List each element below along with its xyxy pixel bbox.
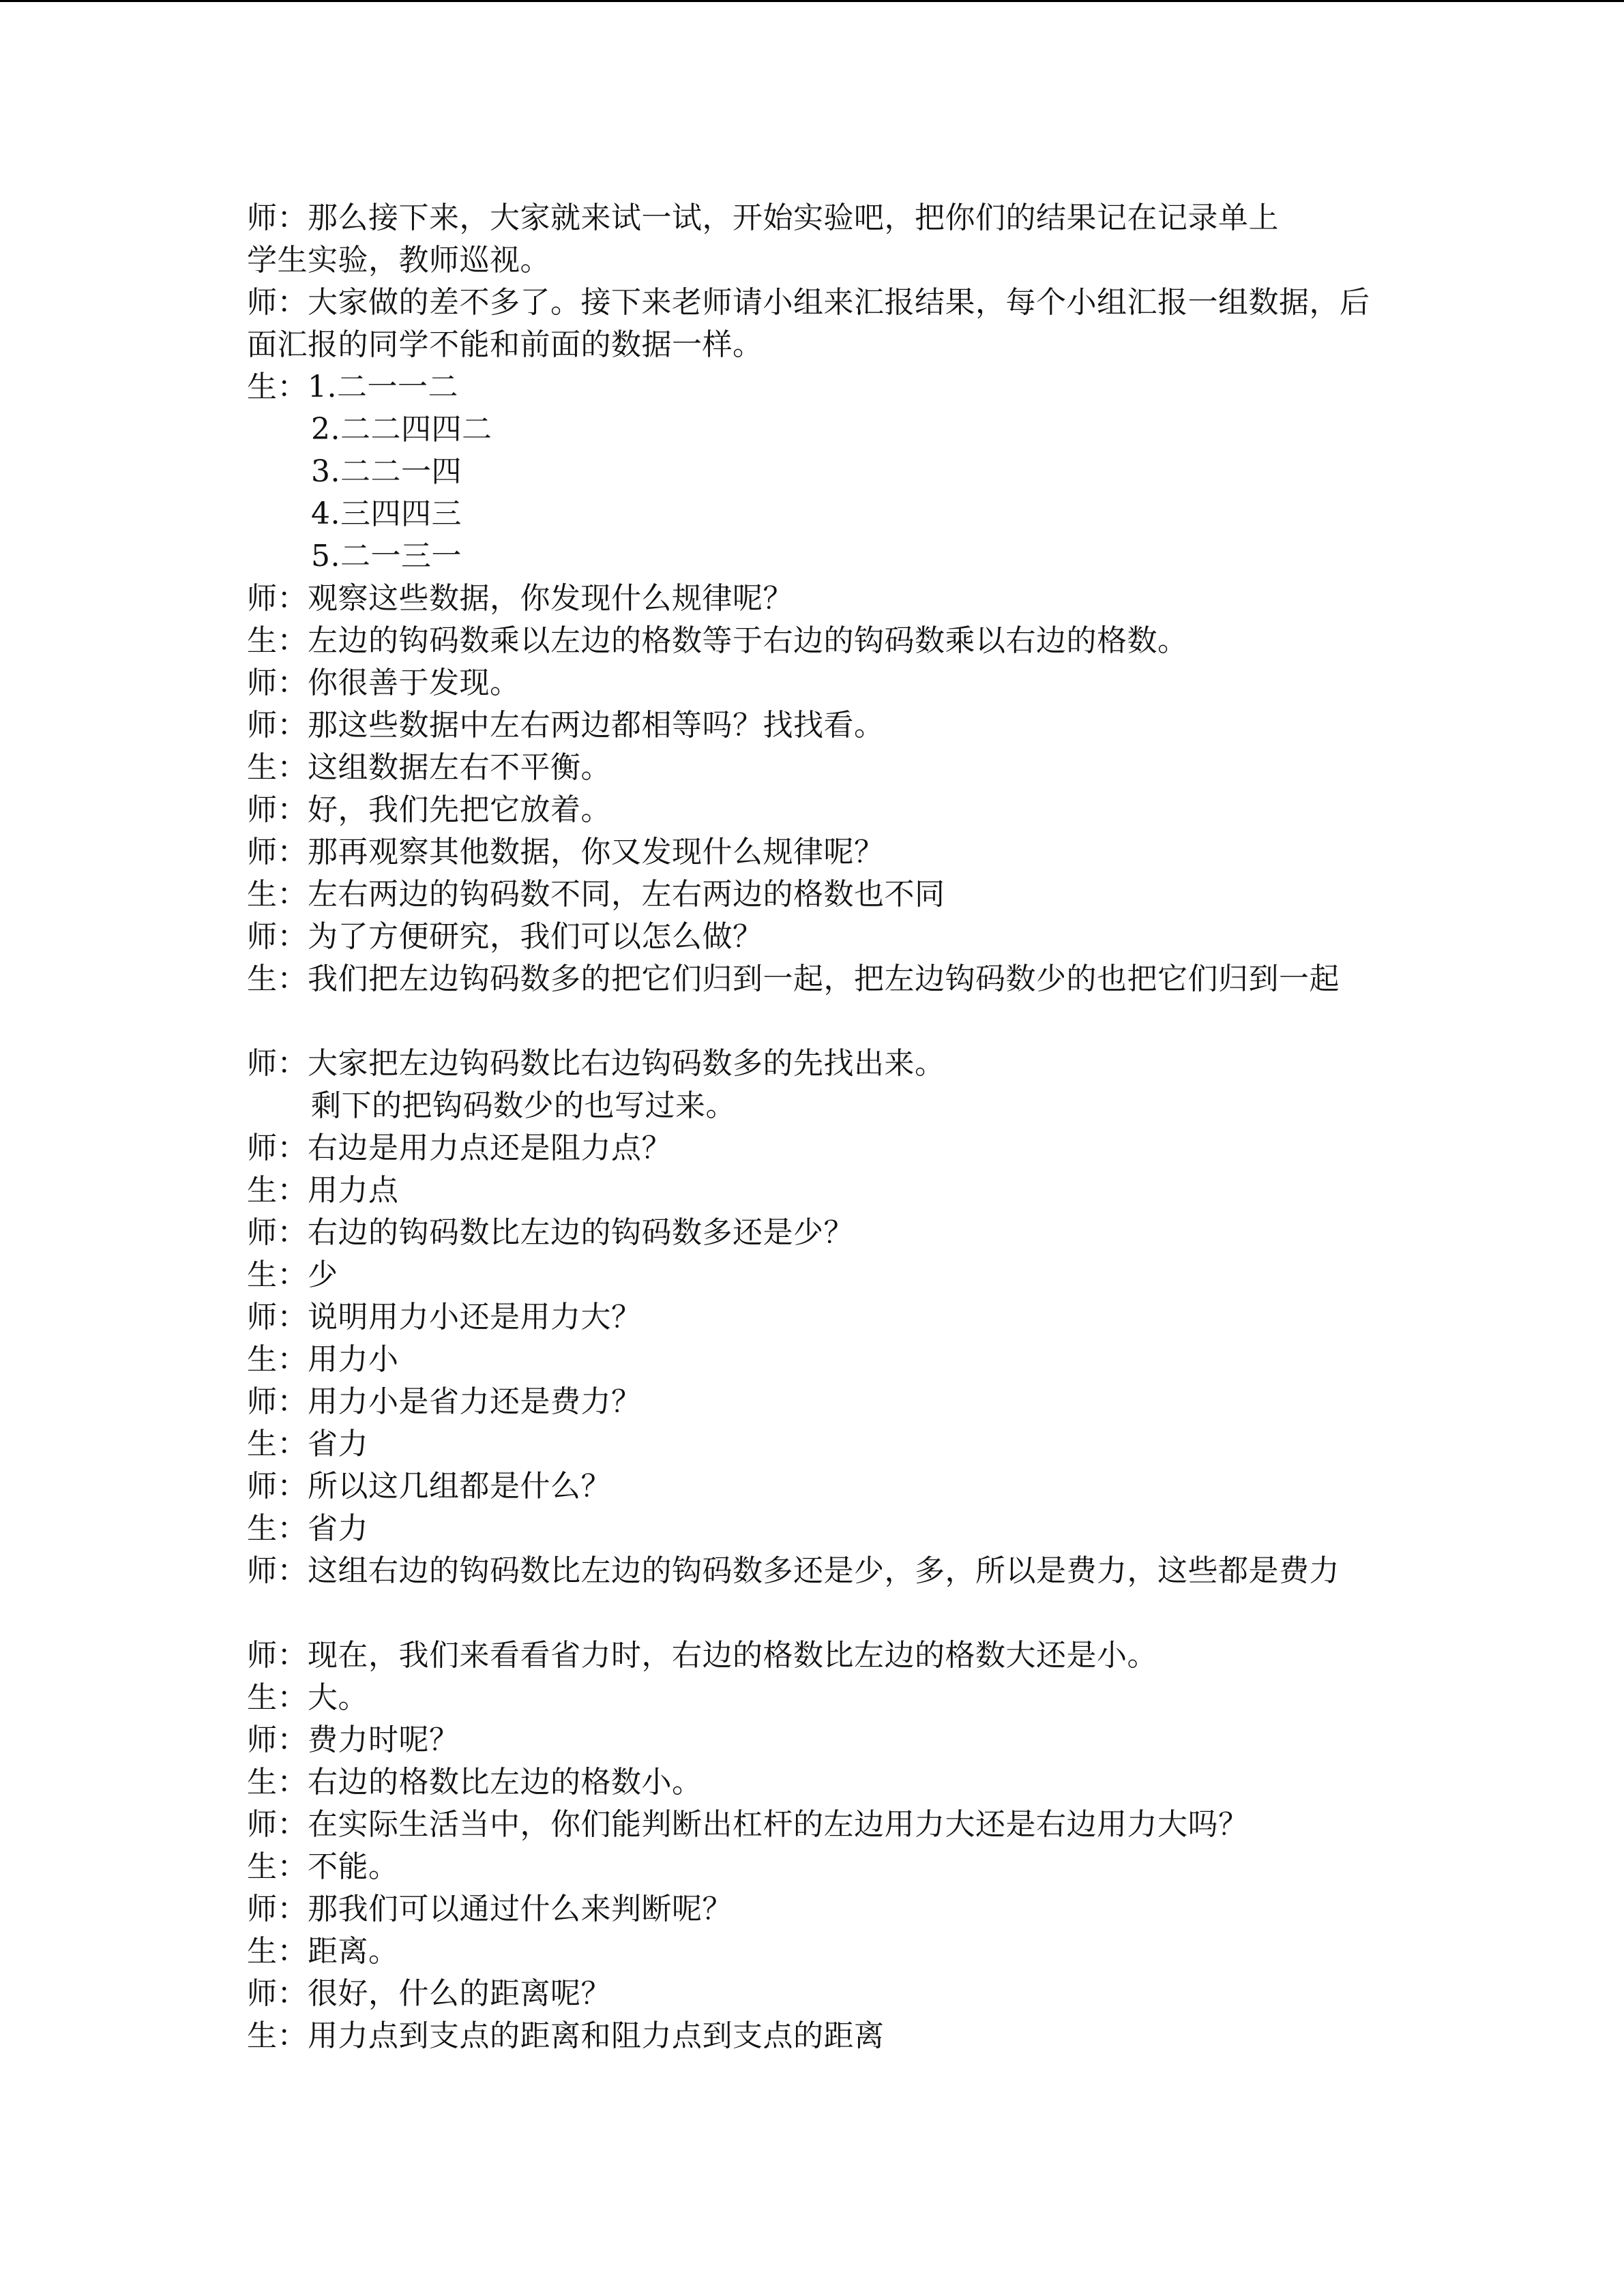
data-list-item: 4.三四四三 xyxy=(311,496,462,531)
dialogue-line: 生：用力点到支点的距离和阻力点到支点的距离 xyxy=(247,2018,885,2053)
dialogue-line: 师：大家把左边钩码数比右边钩码数多的先找出来。 xyxy=(247,1046,945,1081)
dialogue-line: 师：在实际生活当中，你们能判断出杠杆的左边用力大还是右边用力大吗？ xyxy=(247,1807,1249,1842)
data-list-item: 5.二一三一 xyxy=(311,539,462,573)
dialogue-line: 师：那我们可以通过什么来判断呢？ xyxy=(247,1892,733,1926)
dialogue-line: 师：费力时呢？ xyxy=(247,1723,460,1757)
dialogue-line: 生：用力小 xyxy=(247,1342,399,1377)
dialogue-line: 师：所以这几组都是什么？ xyxy=(247,1469,611,1504)
dialogue-line: 生：这组数据左右不平衡。 xyxy=(247,750,611,785)
dialogue-line: 生：少 xyxy=(247,1257,338,1292)
dialogue-line: 师：为了方便研究，我们可以怎么做？ xyxy=(247,919,763,954)
dialogue-line: 师：好，我们先把它放着。 xyxy=(247,792,611,827)
dialogue-line: 生：我们把左边钩码数多的把它们归到一起，把左边钩码数少的也把它们归到一起 xyxy=(247,961,1340,996)
dialogue-line: 生：左右两边的钩码数不同，左右两边的格数也不同 xyxy=(247,877,945,912)
dialogue-line: 生：用力点 xyxy=(247,1173,399,1208)
dialogue-line: 师：现在，我们来看看省力时，右边的格数比左边的格数大还是小。 xyxy=(247,1638,1157,1673)
dialogue-line: 生：省力 xyxy=(247,1427,368,1461)
dialogue-line: 生：左边的钩码数乘以左边的格数等于右边的钩码数乘以右边的格数。 xyxy=(247,623,1188,658)
dialogue-line: 师：说明用力小还是用力大？ xyxy=(247,1300,642,1335)
dialogue-line: 生：1.二一一二 xyxy=(247,370,458,404)
dialogue-line: 师：右边的钩码数比左边的钩码数多还是少？ xyxy=(247,1215,854,1250)
narration-line: 学生实验，教师巡视。 xyxy=(247,243,550,278)
page-top-border xyxy=(0,0,1624,2)
dialogue-line: 师：你很善于发现。 xyxy=(247,666,520,700)
dialogue-line: 生：距离。 xyxy=(247,1934,399,1969)
dialogue-line: 师：大家做的差不多了。接下来老师请小组来汇报结果，每个小组汇报一组数据，后面汇报的同学不能和前面的数据一样。 xyxy=(247,285,1370,362)
dialogue-line: 师：那这些数据中左右两边都相等吗？找找看。 xyxy=(247,708,885,743)
dialogue-line: 生：不能。 xyxy=(247,1849,399,1884)
dialogue-line: 师：这组右边的钩码数比左边的钩码数多还是少，多，所以是费力，这些都是费力 xyxy=(247,1553,1340,1588)
dialogue-continuation: 剩下的把钩码数少的也写过来。 xyxy=(311,1088,736,1123)
dialogue-line: 生：大。 xyxy=(247,1680,368,1715)
dialogue-line: 师：很好，什么的距离呢？ xyxy=(247,1976,611,2011)
dialogue-line: 生：右边的格数比左边的格数小。 xyxy=(247,1765,703,1800)
dialogue-line: 师：右边是用力点还是阻力点？ xyxy=(247,1131,672,1165)
data-list-item: 3.二二一四 xyxy=(311,454,462,489)
dialogue-line: 师：观察这些数据，你发现什么规律呢？ xyxy=(247,581,793,616)
data-list-item: 2.二二四四二 xyxy=(311,412,492,447)
dialogue-line: 师：用力小是省力还是费力？ xyxy=(247,1384,642,1419)
dialogue-line: 生：省力 xyxy=(247,1511,368,1546)
dialogue-line: 师：那再观察其他数据，你又发现什么规律呢？ xyxy=(247,835,885,869)
document-body xyxy=(247,197,1379,2057)
dialogue-line: 师：那么接下来，大家就来试一试，开始实验吧，把你们的结果记在记录单上 xyxy=(247,200,1279,235)
